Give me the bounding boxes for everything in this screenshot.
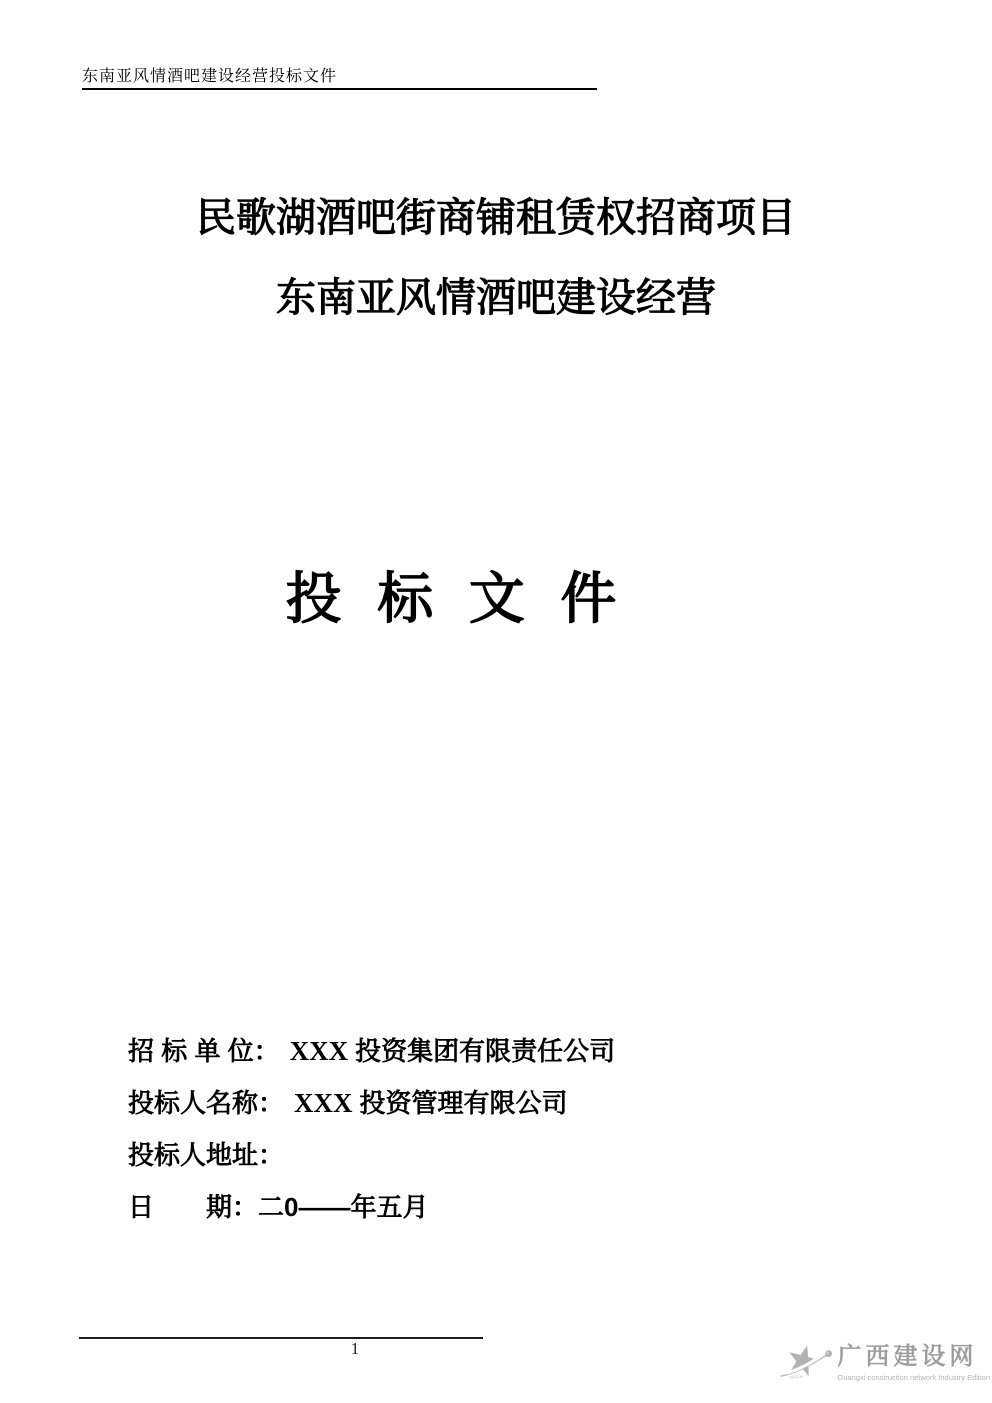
star-swoosh-logo-icon (778, 1332, 835, 1394)
tender-unit-value: 投资集团有限责任公司 (355, 1036, 616, 1066)
guangxi-construction-network-watermark (778, 1330, 990, 1396)
date-row (128, 1192, 688, 1222)
bidder-name-prefix: XXX (294, 1088, 353, 1118)
logo-script-text: gxjsw (790, 1373, 804, 1380)
page-number: 1 (350, 1339, 360, 1358)
document-main-title: 投 标 文 件 (285, 567, 617, 630)
bidder-name-row (128, 1088, 688, 1118)
footer-separator-line (79, 1337, 483, 1339)
tender-unit-prefix: XXX (289, 1036, 349, 1066)
project-title-line2: 东南亚风情酒吧建设经营 (276, 276, 716, 320)
logo-text-column (837, 1344, 990, 1382)
bidder-address-row (128, 1140, 688, 1170)
tender-unit-label: 招 标 单 位： (128, 1036, 280, 1066)
logo-site-name: 广西建设网 (837, 1344, 978, 1370)
date-label: 日 期： (128, 1192, 259, 1222)
project-title-line1: 民歌湖酒吧街商铺租赁权招商项目 (196, 196, 796, 240)
bid-info-block (128, 1036, 688, 1244)
tender-unit-row (128, 1036, 688, 1066)
bidder-address-label: 投标人地址： (128, 1140, 285, 1170)
logo-tagline: Guangxi construction network Industry Edition (837, 1373, 990, 1382)
page-header-running-title: 东南亚风情酒吧建设经营投标文件 (82, 66, 597, 90)
date-value: 二0——年五月 (258, 1192, 429, 1222)
bidder-name-value: 投资管理有限公司 (359, 1088, 568, 1118)
bidder-name-label: 投标人名称： (128, 1088, 285, 1118)
